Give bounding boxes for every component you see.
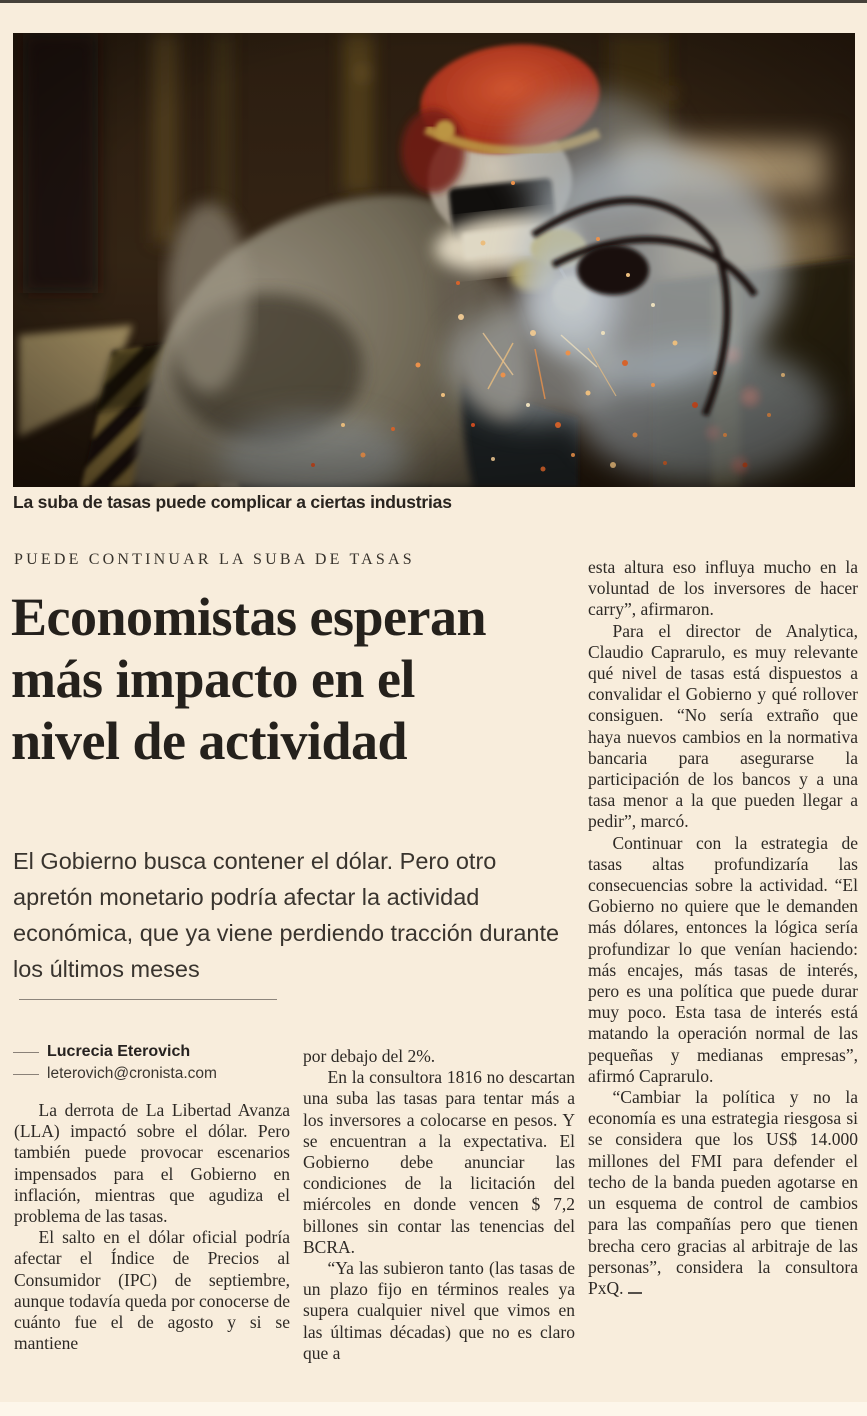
byline [13,1043,289,1087]
byline-rule [13,1074,39,1075]
deck-rule [19,999,277,1000]
paragraph: por debajo del 2%. [303,1046,436,1066]
paragraph: Para el director de Analytica, Claudio Caprarulo, es muy relevante qué nivel de tasas está dispuestos a convalidar el Gobierno y qué rollover consiguen. “No sería extraño que haya nuevos cambios en la normativa bancaria para asegurarse la participación de los bancos y a una tasa menor a la que pueden llegar a pedir”, marcó. [588,620,858,832]
byline-email-row [13,1065,289,1083]
paragraph: “Cambiar la política y no la economía es una estrategia riesgosa si se considera que los US$ 14.000 millones del FMI para defender el techo de la banda pueden agotarse en un esquema de control de cambios para las compañías pero que tienen brecha cero gracias al arbitraje de las personas”, considera la consultora PxQ. [588,1087,858,1298]
headline-line: nivel de actividad [11,711,408,771]
top-rule [0,0,867,3]
headline-line: Economistas esperan [11,587,486,647]
column-left [14,1100,290,1354]
byline-author-row [13,1043,289,1061]
kicker: PUEDE CONTINUAR LA SUBA DE TASAS [14,551,415,568]
column-right [588,557,858,1299]
paragraph: En la consultora 1816 no descartan una suba las tasas para tentar más a los inversores a colocarse en pesos. Y se encuentran a la expectativa. El Gobierno debe anunciar las condiciones de la licitación del miércoles en donde vencen $ 7,2 billones sin contar las tenencias del BCRA. [303,1067,575,1257]
welder-photo-illustration [13,33,855,487]
paragraph: El salto en el dólar oficial podría afectar el Índice de Precios al Consumidor (IPC) de septiembre, aunque todavía queda por conocerse de cuánto fue el de agosto y si se mantiene [14,1227,290,1354]
author-email: leterovich@cronista.com [47,1065,217,1082]
author-name: Lucrecia Eterovich [47,1043,191,1060]
deck: El Gobierno busca contener el dólar. Pero otro apretón monetario podría afectar la actividad económica, que ya viene perdiendo tracción durante los últimos meses [13,848,560,982]
headline [11,586,586,772]
page-bottom-edge [0,1402,867,1416]
paragraph: esta altura eso influya mucho en la voluntad de los inversores de hacer carry”, afirmaron. [588,557,858,620]
paragraph: La derrota de La Libertad Avanza (LLA) impactó sobre el dólar. Pero también puede provocar escenarios impensados para el Gobierno en inflación, mientras que agudiza el problema de las tasas. [14,1100,290,1227]
photo-caption: La suba de tasas puede complicar a ciertas industrias [13,492,452,512]
paragraph: “Ya las subieron tanto (las tasas de un plazo fijo en términos reales ya supera cualquier nivel que vimos en las últimas décadas) que no es claro que a [303,1258,575,1363]
byline-rule [13,1052,39,1053]
column-middle [303,1046,575,1364]
headline-line: más impacto en el [11,649,415,709]
paragraph: Continuar con la estrategia de tasas altas profundizaría las consecuencias sobre la actividad. “El Gobierno no quiere que le demanden más dólares, entonces la lógica sería profundizar lo que venían haciendo: más encajes, más tasas de interés, pero es una política que puede durar muy poco. Esta tasa de interés está matando la operación normal de las pequeñas y medianas empresas”, afirmó Caprarulo. [588,832,858,1086]
article-photo [13,33,855,487]
